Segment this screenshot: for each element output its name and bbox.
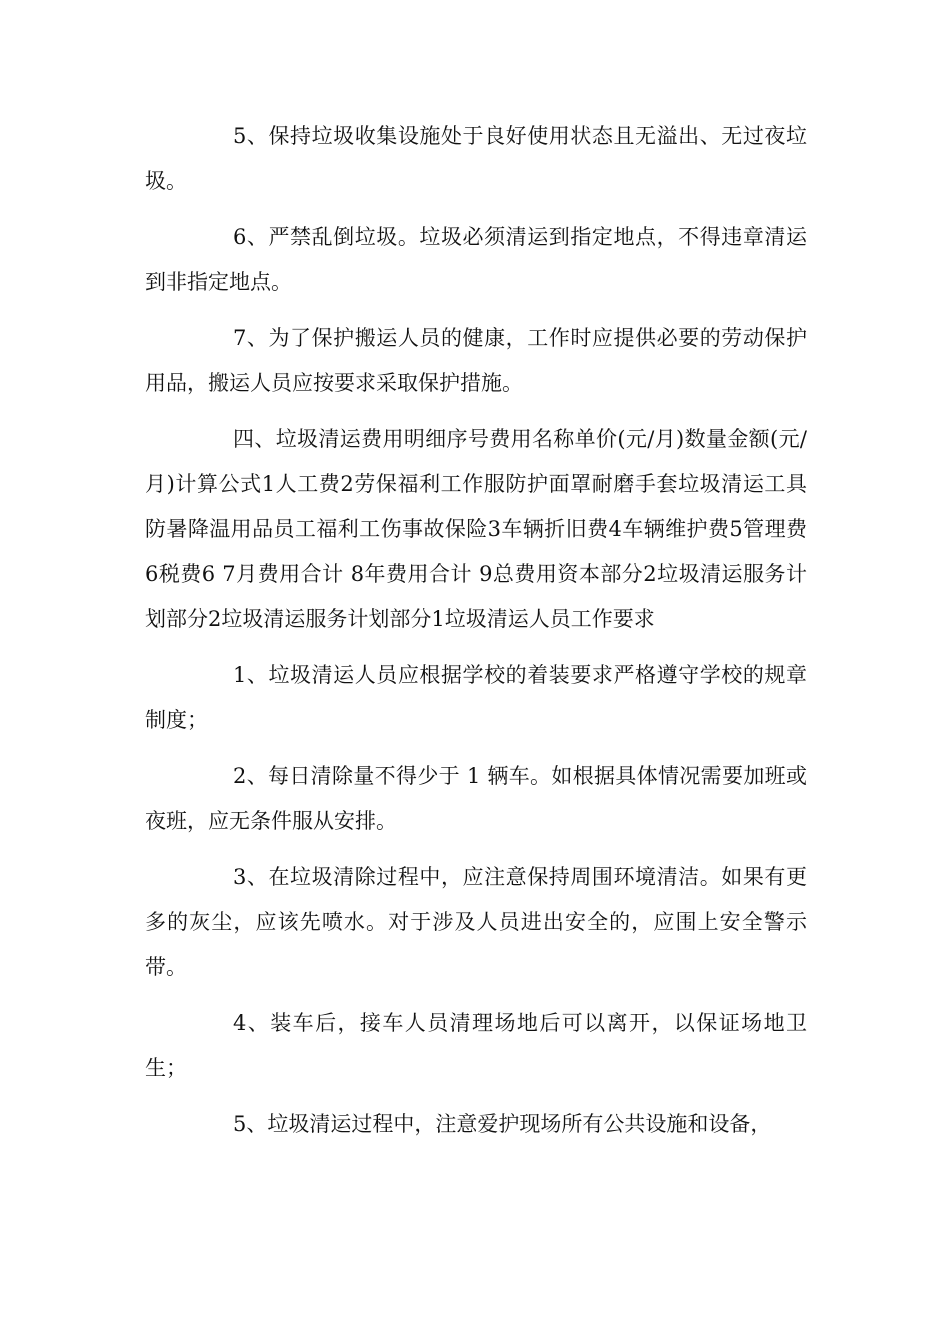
document-body — [145, 114, 807, 1147]
paragraph-item-7-protection: 7、为了保护搬运人员的健康，工作时应提供必要的劳动保护用品，搬运人员应按要求采取保护措施。 — [145, 326, 807, 395]
paragraph-req-5-public-facilities: 5、垃圾清运过程中，注意爱护现场所有公共设施和设备， — [233, 1112, 772, 1136]
paragraph-req-2-volume: 2、每日清除量不得少于 1 辆车。如根据具体情况需要加班或夜班，应无条件服从安排。 — [145, 764, 807, 833]
paragraph-req-4-loading: 4、装车后，接车人员清理场地后可以离开，以保证场地卫生； — [145, 1011, 807, 1080]
paragraph-req-1-dress: 1、垃圾清运人员应根据学校的着装要求严格遵守学校的规章制度； — [145, 663, 807, 732]
paragraph-req-3-cleanliness: 3、在垃圾清除过程中，应注意保持周围环境清洁。如果有更多的灰尘，应该先喷水。对于涉及人员进出安全的，应围上安全警示带。 — [145, 865, 807, 979]
paragraph-item-6-dumping: 6、严禁乱倒垃圾。垃圾必须清运到指定地点，不得违章清运到非指定地点。 — [145, 225, 807, 294]
paragraph-section-4-costs: 四、垃圾清运费用明细序号费用名称单价(元/月)数量金额(元/月)计算公式1人工费2劳保福利工作服防护面罩耐磨手套垃圾清运工具防暑降温用品员工福利工伤事故保险3车辆折旧费4车辆维护费5管理费6税费6 7月费用合计 8年费用合计 9总费用资本部分2垃圾清运服务计划部分2垃圾清运服务计划部分1垃圾清运人员工作要求 — [145, 427, 807, 631]
paragraph-item-5-facilities: 5、保持垃圾收集设施处于良好使用状态且无溢出、无过夜垃圾。 — [145, 124, 807, 193]
